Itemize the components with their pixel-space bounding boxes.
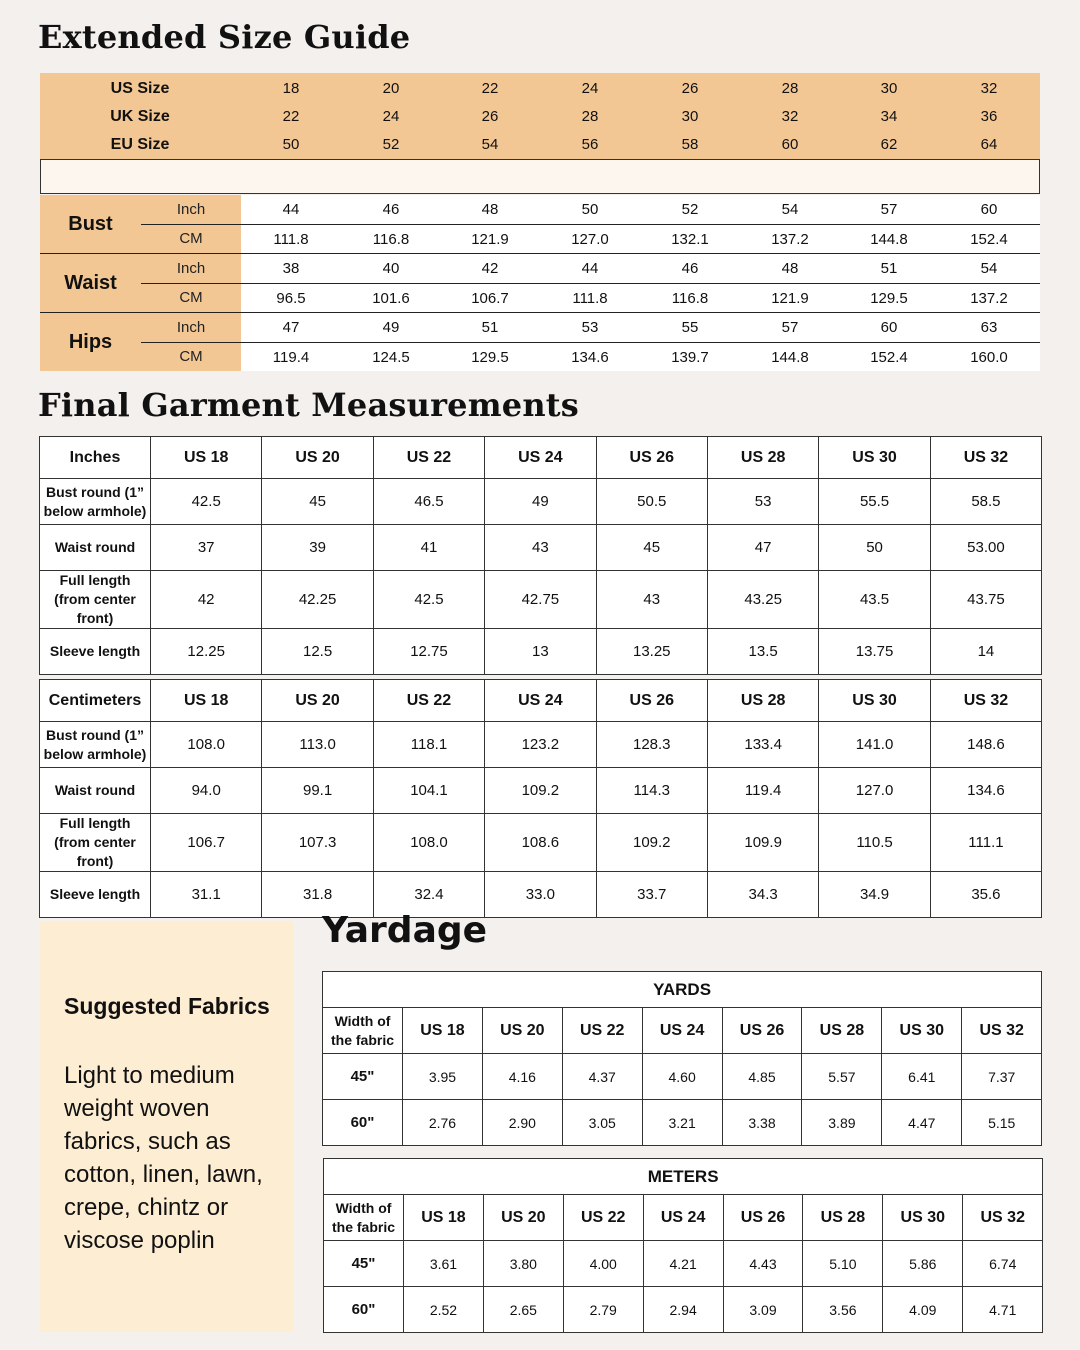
- table-cell: 123.2: [485, 722, 596, 768]
- row-label: Sleeve length: [40, 872, 151, 918]
- cm-value: 129.5: [471, 349, 509, 366]
- width-of-fabric-header: Width of the fabric: [324, 1195, 404, 1241]
- inch-value: 57: [781, 319, 799, 336]
- size-value: 58: [681, 136, 699, 153]
- cm-value: 116.8: [372, 231, 410, 248]
- size-header: US 30: [882, 1008, 962, 1054]
- size-header: US 30: [819, 680, 930, 722]
- table-cell: 12.75: [373, 629, 484, 675]
- table-cell: 3.89: [802, 1100, 882, 1146]
- table-cell: 13: [485, 629, 596, 675]
- size-value: 64: [980, 136, 998, 153]
- measurement-hips: [40, 313, 1040, 371]
- table-cell: 43.5: [819, 571, 930, 629]
- row-separator: [40, 312, 1040, 313]
- table-cell: 31.8: [262, 872, 373, 918]
- size-header: US 24: [485, 680, 596, 722]
- table-row: [40, 525, 1042, 571]
- table-cell: 42.5: [151, 479, 262, 525]
- cm-value: 101.6: [372, 290, 410, 307]
- inch-value: 48: [781, 260, 799, 277]
- table-cell: 5.10: [803, 1241, 883, 1287]
- row-label: Sleeve length: [40, 629, 151, 675]
- fabric-width-label: 45": [324, 1241, 404, 1287]
- size-header: US 22: [562, 1008, 642, 1054]
- table-cell: 6.41: [882, 1054, 962, 1100]
- size-value: 32: [781, 108, 799, 125]
- size-header: US 22: [563, 1195, 643, 1241]
- header-row: [324, 1195, 1043, 1241]
- size-row-us-size: [40, 75, 1040, 103]
- table-row: [40, 479, 1042, 525]
- cm-value: 121.9: [471, 231, 509, 248]
- table-cell: 41: [373, 525, 484, 571]
- size-header: US 24: [485, 437, 596, 479]
- size-value: 34: [880, 108, 898, 125]
- size-value: 22: [481, 80, 499, 97]
- yardage-yards-table: [322, 971, 1042, 1146]
- table-cell: 33.0: [485, 872, 596, 918]
- size-header: US 26: [722, 1008, 802, 1054]
- inch-value: 63: [980, 319, 998, 336]
- inch-value: 60: [880, 319, 898, 336]
- size-value: 30: [880, 80, 898, 97]
- table-row: [40, 722, 1042, 768]
- size-header: US 24: [643, 1195, 723, 1241]
- size-value: 20: [382, 80, 400, 97]
- size-header: US 28: [803, 1195, 883, 1241]
- table-cell: 3.95: [403, 1054, 483, 1100]
- unit-cm-label: CM: [141, 224, 241, 253]
- size-guide-title: Extended Size Guide: [38, 18, 411, 56]
- measurement-label: Hips: [40, 313, 141, 371]
- size-value: 30: [681, 108, 699, 125]
- measurement-label: Bust: [40, 195, 141, 253]
- table-cell: 119.4: [707, 768, 818, 814]
- table-row: [40, 571, 1042, 629]
- table-cell: 3.21: [642, 1100, 722, 1146]
- size-header: US 24: [642, 1008, 722, 1054]
- table-cell: 4.43: [723, 1241, 803, 1287]
- inch-value: 47: [282, 319, 300, 336]
- table-cell: 4.00: [563, 1241, 643, 1287]
- table-cell: 3.80: [483, 1241, 563, 1287]
- cm-value: 116.8: [671, 290, 709, 307]
- cm-value: 119.4: [272, 349, 310, 366]
- yardage-meters-table: [323, 1158, 1043, 1333]
- inch-value: 57: [880, 201, 898, 218]
- table-cell: 12.5: [262, 629, 373, 675]
- cm-value: 160.0: [970, 349, 1008, 366]
- size-value: 22: [282, 108, 300, 125]
- table-cell: 42.25: [262, 571, 373, 629]
- size-value: 28: [781, 80, 799, 97]
- table-cell: 113.0: [262, 722, 373, 768]
- table-cell: 106.7: [151, 814, 262, 872]
- cm-value: 137.2: [771, 231, 809, 248]
- size-header: US 32: [930, 437, 1041, 479]
- table-cell: 50: [819, 525, 930, 571]
- table-cell: 108.6: [485, 814, 596, 872]
- table-cell: 13.75: [819, 629, 930, 675]
- table-cell: 99.1: [262, 768, 373, 814]
- size-row-uk-size: [40, 103, 1040, 131]
- table-cell: 50.5: [596, 479, 707, 525]
- cm-value: 139.7: [671, 349, 709, 366]
- size-header: US 28: [707, 437, 818, 479]
- table-cell: 108.0: [151, 722, 262, 768]
- table-cell: 6.74: [963, 1241, 1043, 1287]
- header-row: [40, 437, 1042, 479]
- cm-value: 96.5: [276, 290, 306, 307]
- unit-divider: [141, 283, 241, 284]
- table-cell: 133.4: [707, 722, 818, 768]
- table-cell: 37: [151, 525, 262, 571]
- inch-value: 51: [481, 319, 499, 336]
- table-cell: 34.9: [819, 872, 930, 918]
- table-cell: 53.00: [930, 525, 1041, 571]
- inch-value: 44: [581, 260, 599, 277]
- measurement-waist: [40, 254, 1040, 312]
- cm-value: 137.2: [970, 290, 1008, 307]
- size-header: US 30: [819, 437, 930, 479]
- cm-value: 127.0: [571, 231, 609, 248]
- table-cell: 5.86: [883, 1241, 963, 1287]
- size-header: US 26: [723, 1195, 803, 1241]
- measurement-label: Waist: [40, 254, 141, 312]
- size-header: US 32: [930, 680, 1041, 722]
- cm-value: 134.6: [571, 349, 609, 366]
- table-row: [324, 1241, 1043, 1287]
- size-header: US 20: [262, 680, 373, 722]
- table-cell: 47: [707, 525, 818, 571]
- inch-value: 44: [282, 201, 300, 218]
- size-header: US 28: [707, 680, 818, 722]
- fabric-width-label: 60": [324, 1287, 404, 1333]
- unit-inch-label: Inch: [141, 254, 241, 283]
- inch-value: 50: [581, 201, 599, 218]
- size-value: 52: [382, 136, 400, 153]
- table-cell: 4.09: [883, 1287, 963, 1333]
- unit-header: Inches: [40, 437, 151, 479]
- size-row-label: EU Size: [110, 136, 170, 153]
- size-value: 26: [681, 80, 699, 97]
- size-header: US 32: [962, 1008, 1042, 1054]
- table-cell: 109.2: [485, 768, 596, 814]
- table-row: [324, 1287, 1043, 1333]
- size-header: US 30: [883, 1195, 963, 1241]
- table-cell: 45: [262, 479, 373, 525]
- size-row-eu-size: [40, 131, 1040, 159]
- size-value: 18: [282, 80, 300, 97]
- inch-value: 54: [781, 201, 799, 218]
- size-header: US 26: [596, 680, 707, 722]
- table-cell: 12.25: [151, 629, 262, 675]
- inch-value: 52: [681, 201, 699, 218]
- suggested-fabrics-title: Suggested Fabrics: [64, 993, 270, 1019]
- cm-value: 152.4: [970, 231, 1008, 248]
- row-label: Bust round (1” below armhole): [40, 479, 151, 525]
- row-label: Waist round: [40, 768, 151, 814]
- size-header: US 22: [373, 437, 484, 479]
- title-row: [323, 972, 1042, 1008]
- table-cell: 109.9: [707, 814, 818, 872]
- size-value: 26: [481, 108, 499, 125]
- size-header: US 18: [403, 1008, 483, 1054]
- size-guide-divider-band: [40, 159, 1040, 194]
- table-cell: 43.25: [707, 571, 818, 629]
- unit-cm-label: CM: [141, 283, 241, 312]
- inch-value: 38: [282, 260, 300, 277]
- table-row: [323, 1054, 1042, 1100]
- table-cell: 46.5: [373, 479, 484, 525]
- table-cell: 39: [262, 525, 373, 571]
- size-header: US 18: [151, 437, 262, 479]
- size-value: 32: [980, 80, 998, 97]
- size-value: 54: [481, 136, 499, 153]
- unit-cm-label: CM: [141, 342, 241, 371]
- unit-divider: [141, 342, 241, 343]
- table-cell: 128.3: [596, 722, 707, 768]
- table-cell: 2.79: [563, 1287, 643, 1333]
- unit-header: Centimeters: [40, 680, 151, 722]
- table-cell: 14: [930, 629, 1041, 675]
- cm-value: 124.5: [372, 349, 410, 366]
- table-cell: 43: [596, 571, 707, 629]
- table-cell: 13.25: [596, 629, 707, 675]
- cm-value: 144.8: [870, 231, 908, 248]
- unit-title: YARDS: [323, 972, 1042, 1008]
- size-header: US 32: [963, 1195, 1043, 1241]
- table-cell: 33.7: [596, 872, 707, 918]
- table-cell: 3.61: [404, 1241, 484, 1287]
- table-cell: 109.2: [596, 814, 707, 872]
- table-cell: 134.6: [930, 768, 1041, 814]
- table-cell: 148.6: [930, 722, 1041, 768]
- cm-value: 106.7: [471, 290, 509, 307]
- inch-value: 55: [681, 319, 699, 336]
- table-cell: 5.15: [962, 1100, 1042, 1146]
- size-guide-table: [40, 73, 1040, 372]
- size-header: US 26: [596, 437, 707, 479]
- table-cell: 31.1: [151, 872, 262, 918]
- fabric-width-label: 60": [323, 1100, 403, 1146]
- inch-value: 42: [481, 260, 499, 277]
- inch-value: 46: [382, 201, 400, 218]
- table-row: [40, 814, 1042, 872]
- size-value: 60: [781, 136, 799, 153]
- unit-inch-label: Inch: [141, 195, 241, 224]
- title-row: [324, 1159, 1043, 1195]
- unit-inch-label: Inch: [141, 313, 241, 342]
- table-cell: 42.75: [485, 571, 596, 629]
- cm-value: 121.9: [771, 290, 809, 307]
- header-row: [323, 1008, 1042, 1054]
- table-cell: 3.05: [562, 1100, 642, 1146]
- table-cell: 7.37: [962, 1054, 1042, 1100]
- table-cell: 107.3: [262, 814, 373, 872]
- table-cell: 4.60: [642, 1054, 722, 1100]
- garment-measurements-title: Final Garment Measurements: [38, 386, 579, 424]
- table-cell: 111.1: [930, 814, 1041, 872]
- table-cell: 2.94: [643, 1287, 723, 1333]
- size-value: 56: [581, 136, 599, 153]
- table-cell: 2.52: [404, 1287, 484, 1333]
- size-row-label: US Size: [110, 80, 170, 97]
- table-row: [40, 872, 1042, 918]
- size-row-label: UK Size: [110, 108, 170, 125]
- table-cell: 4.37: [562, 1054, 642, 1100]
- table-cell: 13.5: [707, 629, 818, 675]
- row-separator: [40, 253, 1040, 254]
- yardage-title: Yardage: [322, 910, 488, 951]
- size-header: US 22: [373, 680, 484, 722]
- suggested-fabrics-box: [40, 921, 293, 1332]
- size-header: US 18: [404, 1195, 484, 1241]
- cm-value: 129.5: [870, 290, 908, 307]
- table-cell: 108.0: [373, 814, 484, 872]
- table-cell: 53: [707, 479, 818, 525]
- table-cell: 55.5: [819, 479, 930, 525]
- cm-value: 152.4: [870, 349, 908, 366]
- inch-value: 48: [481, 201, 499, 218]
- row-label: Full length (from center front): [40, 814, 151, 872]
- table-cell: 4.16: [482, 1054, 562, 1100]
- inch-value: 51: [880, 260, 898, 277]
- table-cell: 35.6: [930, 872, 1041, 918]
- size-value: 24: [581, 80, 599, 97]
- table-cell: 58.5: [930, 479, 1041, 525]
- table-cell: 43.75: [930, 571, 1041, 629]
- size-header: US 18: [151, 680, 262, 722]
- table-row: [40, 629, 1042, 675]
- inch-value: 54: [980, 260, 998, 277]
- table-cell: 110.5: [819, 814, 930, 872]
- table-cell: 34.3: [707, 872, 818, 918]
- size-conversion-header: [40, 73, 1040, 159]
- table-cell: 3.38: [722, 1100, 802, 1146]
- table-cell: 94.0: [151, 768, 262, 814]
- table-cell: 3.56: [803, 1287, 883, 1333]
- inch-value: 60: [980, 201, 998, 218]
- measurement-bust: [40, 195, 1040, 253]
- size-header: US 20: [262, 437, 373, 479]
- size-header: US 20: [483, 1195, 563, 1241]
- size-value: 50: [282, 136, 300, 153]
- table-cell: 42.5: [373, 571, 484, 629]
- table-cell: 4.21: [643, 1241, 723, 1287]
- size-value: 28: [581, 108, 599, 125]
- table-cell: 3.09: [723, 1287, 803, 1333]
- table-cell: 2.65: [483, 1287, 563, 1333]
- inch-value: 49: [382, 319, 400, 336]
- garment-inches-table: [39, 436, 1042, 675]
- table-cell: 141.0: [819, 722, 930, 768]
- size-value: 24: [382, 108, 400, 125]
- cm-value: 132.1: [671, 231, 709, 248]
- inch-value: 53: [581, 319, 599, 336]
- width-of-fabric-header: Width of the fabric: [323, 1008, 403, 1054]
- row-label: Bust round (1” below armhole): [40, 722, 151, 768]
- cm-value: 111.8: [572, 290, 608, 307]
- table-row: [40, 768, 1042, 814]
- table-cell: 43: [485, 525, 596, 571]
- size-value: 36: [980, 108, 998, 125]
- table-cell: 49: [485, 479, 596, 525]
- table-cell: 127.0: [819, 768, 930, 814]
- inch-value: 46: [681, 260, 699, 277]
- suggested-fabrics-text: Light to medium weight woven fabrics, such as cotton, linen, lawn, crepe, chintz or viscose poplin: [64, 1062, 263, 1254]
- table-cell: 4.85: [722, 1054, 802, 1100]
- cm-value: 111.8: [273, 231, 309, 248]
- table-cell: 5.57: [802, 1054, 882, 1100]
- row-label: Waist round: [40, 525, 151, 571]
- table-cell: 2.90: [482, 1100, 562, 1146]
- table-cell: 4.71: [963, 1287, 1043, 1333]
- table-cell: 118.1: [373, 722, 484, 768]
- unit-divider: [141, 224, 241, 225]
- table-row: [323, 1100, 1042, 1146]
- garment-centimeters-table: [39, 679, 1042, 918]
- table-cell: 42: [151, 571, 262, 629]
- header-row: [40, 680, 1042, 722]
- table-cell: 104.1: [373, 768, 484, 814]
- table-cell: 32.4: [373, 872, 484, 918]
- table-cell: 2.76: [403, 1100, 483, 1146]
- size-header: US 28: [802, 1008, 882, 1054]
- row-label: Full length (from center front): [40, 571, 151, 629]
- table-cell: 45: [596, 525, 707, 571]
- table-cell: 114.3: [596, 768, 707, 814]
- unit-title: METERS: [324, 1159, 1043, 1195]
- size-value: 62: [880, 136, 898, 153]
- fabric-width-label: 45": [323, 1054, 403, 1100]
- size-header: US 20: [482, 1008, 562, 1054]
- table-cell: 4.47: [882, 1100, 962, 1146]
- inch-value: 40: [382, 260, 400, 277]
- cm-value: 144.8: [771, 349, 809, 366]
